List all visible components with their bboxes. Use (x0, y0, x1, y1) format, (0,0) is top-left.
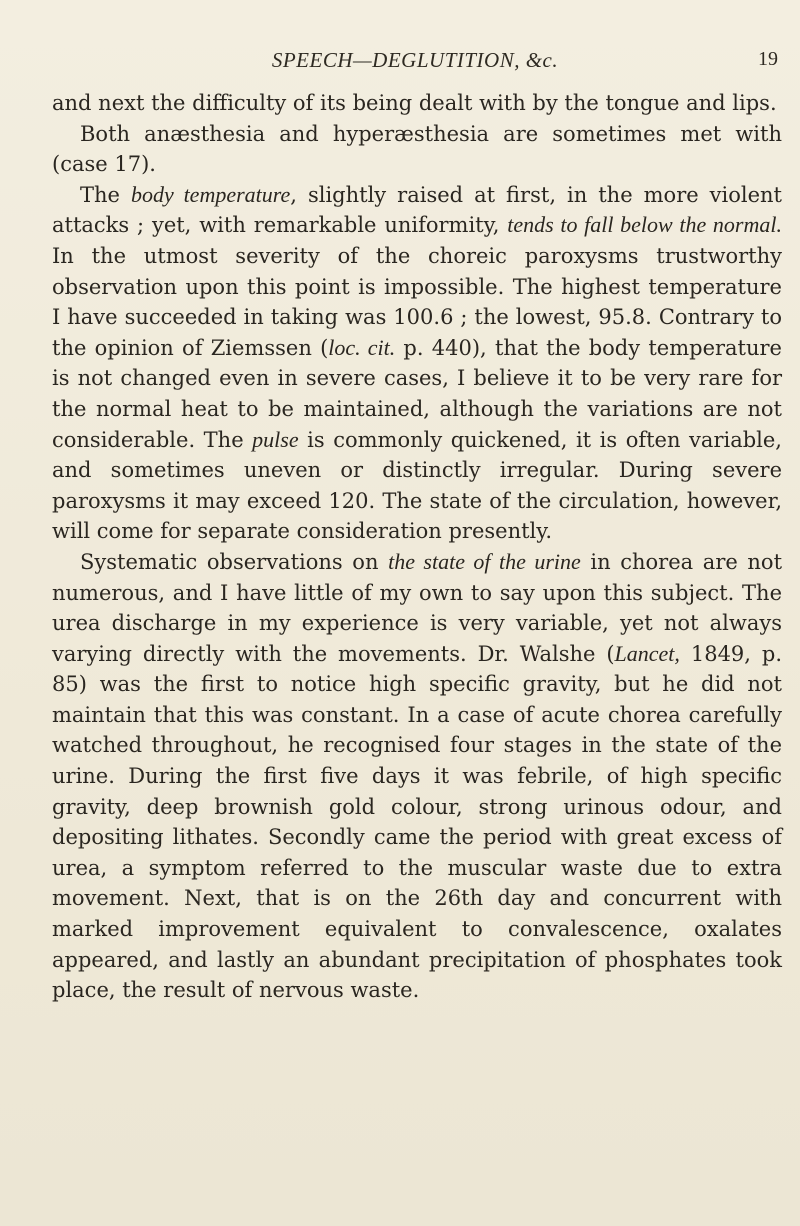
italic-term: body temperature (130, 181, 291, 207)
running-title: SPEECH—DEGLUTITION, &c. (271, 48, 559, 72)
text-segment: The (80, 182, 131, 207)
text-segment: 1849, p. 85) was the first to notice high specific gravity, but he did not maintain that this was constant. In a case of acute chorea carefully watched throughout, he recognised four stages in the state of the urine. During the first five days it was febrile, of high specific gravity, deep brownish gold colour, strong urinous odour, and depositing lithates. Secondly came the period with great excess of urea, a symptom referred to the muscular waste due to extra movement. Next, that is on the 26th day and concurrent with marked improvement equivalent to convalescence, oxalates appeared, and lastly an abundant precipitation of phosphates took place, the result of nervous waste. (52, 641, 782, 1003)
paragraph-1 (52, 88, 782, 119)
text-segment: Both anæsthesia and hyperæsthesia are sometimes met with (case 17). (52, 121, 782, 177)
page-number: 19 (758, 48, 778, 70)
paragraph-2 (52, 119, 782, 180)
paragraph-4 (52, 547, 782, 1006)
text-segment: p. 440), that the body temperature is not changed even in severe cases, I believe it to be very rare for the normal heat to be maintained, although the variations are not considerable. The (52, 335, 782, 452)
text-segment: in chorea are not numerous, and I have little of my own to say upon this subject. The urea discharge in my experience is very variable, yet not always varying directly with the movements. Dr. Walshe ( (52, 549, 783, 666)
italic-term: pulse (252, 426, 299, 452)
italic-citation: loc. cit. (328, 334, 396, 360)
text-segment: and next the difficulty of its being dealt with by the tongue and lips. (52, 91, 777, 115)
text-segment: Systematic observations on (80, 549, 389, 574)
italic-phrase: tends to fall below the normal. (507, 212, 782, 238)
paragraph-3 (52, 180, 782, 547)
text-segment: , slightly raised at first, in the more violent attacks ; yet, with remarkable uniformity, (52, 182, 782, 238)
text-segment: In the utmost severity of the choreic paroxysms trustworthy observation upon this point is impossible. The highest temperature I have succeeded in taking was 100.6 ; the lowest, 95.8. Contrary to the opinion of Ziemssen ( (52, 243, 782, 360)
italic-phrase: the state of the urine (388, 548, 581, 574)
running-head (52, 48, 778, 78)
body-text (52, 88, 782, 1006)
text-segment: is commonly quickened, it is often variable, and sometimes uneven or distinctly irregular. During severe paroxysms it may exceed 120. The state of the circulation, however, will come for separate consideration presently. (52, 427, 782, 544)
italic-citation: Lancet, (614, 640, 680, 666)
